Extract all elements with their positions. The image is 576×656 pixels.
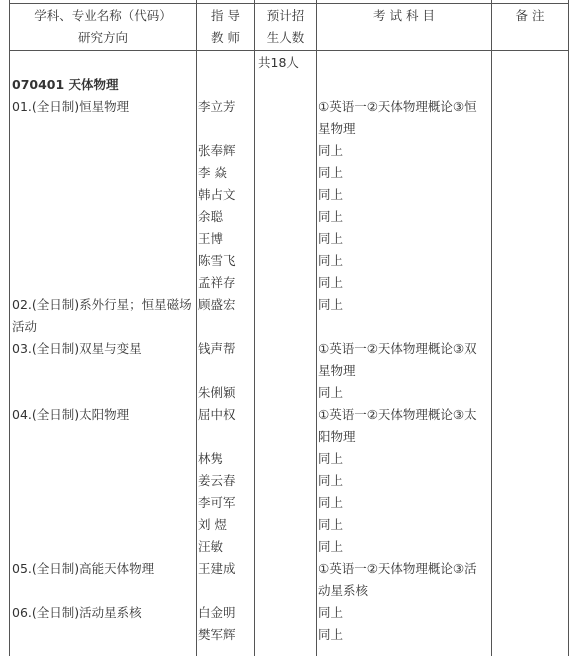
research-direction: 06.(全日制)活动星系核: [12, 605, 142, 620]
exam-subjects: 同上: [318, 275, 344, 290]
quota-total: 共18人: [258, 55, 299, 70]
col-border: [254, 0, 255, 656]
advisor-name: 孟祥存: [198, 275, 236, 290]
advisor-name: 白金明: [198, 605, 236, 620]
exam-subjects: 同上: [318, 165, 344, 180]
col-border: [316, 0, 317, 656]
header-exam: [317, 5, 491, 27]
advisor-name: 张奉辉: [198, 143, 236, 158]
exam-subjects-cont: 动星系核: [318, 583, 369, 598]
advisor-name: 樊军辉: [198, 627, 236, 642]
advisor-name: 韩占文: [198, 187, 236, 202]
advisor-name: 王建成: [198, 561, 236, 576]
col-border: [491, 0, 492, 656]
exam-subjects-cont: 阳物理: [318, 429, 356, 444]
exam-subjects: 同上: [318, 253, 344, 268]
advisor-name: 李 焱: [198, 165, 227, 180]
advisor-name: 朱俐颖: [198, 385, 236, 400]
header-exam-label: 考 试 科 目: [373, 8, 435, 23]
advisor-name: 姜云春: [198, 473, 236, 488]
advisor-name: 王博: [198, 231, 224, 246]
exam-subjects: 同上: [318, 385, 344, 400]
exam-subjects: 同上: [318, 539, 344, 554]
advisor-name: 顾盛宏: [198, 297, 236, 312]
research-direction: 05.(全日制)高能天体物理: [12, 561, 155, 576]
col-border: [196, 0, 197, 656]
research-direction: 02.(全日制)系外行星；恒星磁场: [12, 297, 192, 312]
research-direction: 04.(全日制)太阳物理: [12, 407, 130, 422]
header-note: [492, 5, 568, 27]
research-direction: 01.(全日制)恒星物理: [12, 99, 130, 114]
advisor-name: 屈中权: [198, 407, 236, 422]
row-border: [9, 50, 569, 51]
exam-subjects-cont: 星物理: [318, 363, 356, 378]
advisor-name: 林隽: [198, 451, 224, 466]
exam-subjects: ①英语一②天体物理概论③活: [318, 561, 477, 576]
exam-subjects: ①英语一②天体物理概论③太: [318, 407, 477, 422]
header-quota-line2: 生人数: [266, 30, 305, 45]
row-border: [9, 3, 569, 4]
header-note-label: 备 注: [515, 8, 545, 23]
exam-subjects: 同上: [318, 209, 344, 224]
header-major-line2: 研究方向: [77, 30, 128, 45]
exam-subjects: 同上: [318, 297, 344, 312]
research-direction-cont: 活动: [12, 319, 38, 334]
exam-subjects: 同上: [318, 517, 344, 532]
advisor-name: 汪敏: [198, 539, 224, 554]
exam-subjects: 同上: [318, 605, 344, 620]
header-advisor: [197, 5, 254, 49]
exam-subjects: 同上: [318, 451, 344, 466]
advisor-name: 钱声帮: [198, 341, 236, 356]
header-advisor-line1: 指 导: [211, 8, 240, 23]
exam-subjects: ①英语一②天体物理概论③恒: [318, 99, 477, 114]
major-title: 070401 天体物理: [12, 77, 119, 92]
exam-subjects: 同上: [318, 495, 344, 510]
advisor-name: 刘 煜: [198, 517, 227, 532]
advisor-name: 陈雪飞: [198, 253, 236, 268]
header-quota-line1: 预计招: [266, 8, 305, 23]
header-major-line1: 学科、专业名称（代码）: [34, 8, 172, 23]
advisor-name: 李可军: [198, 495, 236, 510]
advisor-name: 李立芳: [198, 99, 236, 114]
research-direction: 03.(全日制)双星与变星: [12, 341, 142, 356]
advisor-name: 余聪: [198, 209, 224, 224]
exam-subjects: 同上: [318, 473, 344, 488]
header-advisor-line2: 教 师: [211, 30, 240, 45]
header-quota: [255, 5, 316, 49]
col-border: [568, 0, 569, 656]
exam-subjects: 同上: [318, 143, 344, 158]
exam-subjects-cont: 星物理: [318, 121, 356, 136]
header-major: [10, 5, 196, 49]
exam-subjects: 同上: [318, 627, 344, 642]
exam-subjects: 同上: [318, 187, 344, 202]
exam-subjects: 同上: [318, 231, 344, 246]
exam-subjects: ①英语一②天体物理概论③双: [318, 341, 477, 356]
col-border: [9, 0, 10, 656]
